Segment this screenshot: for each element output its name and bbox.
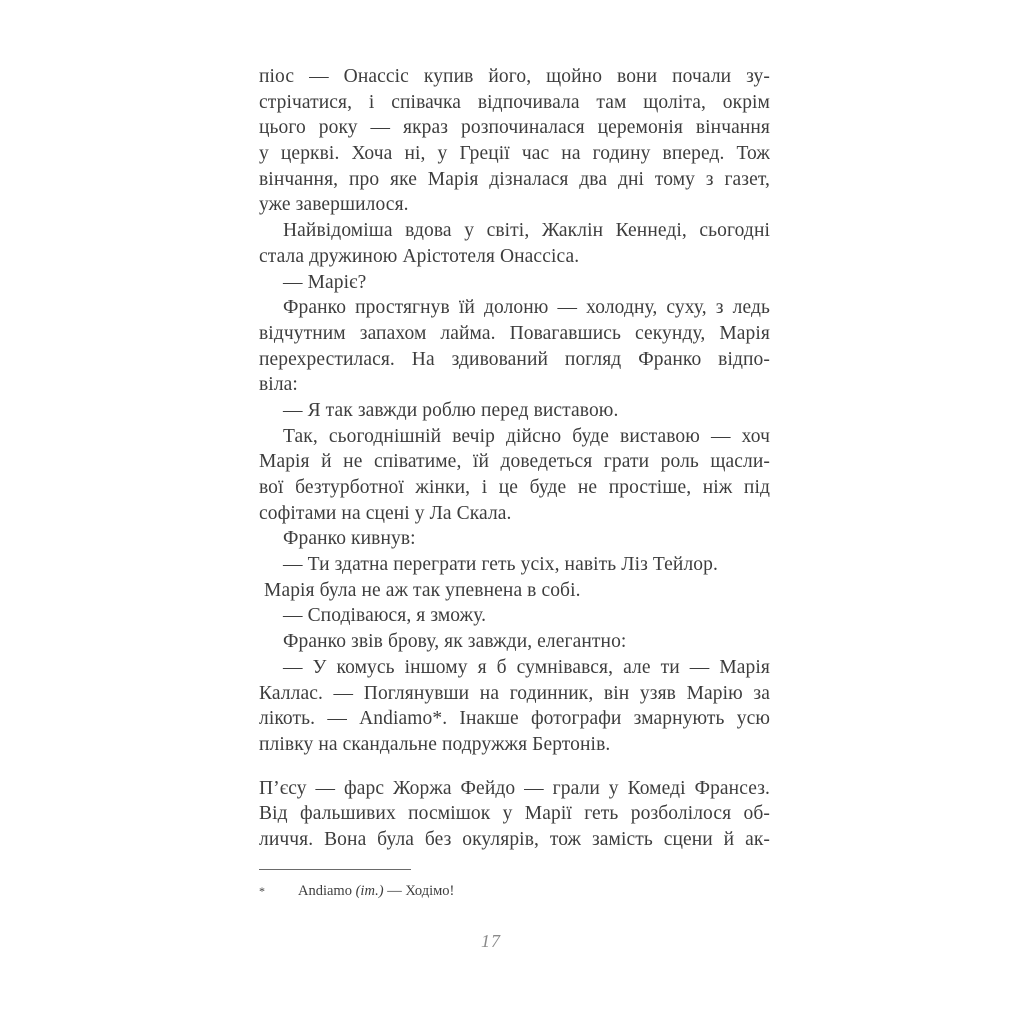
body-line: Марія була не аж так упевнена в собі. bbox=[264, 579, 581, 601]
body-line: цього року — якраз розпочиналася церемонія вінчання bbox=[259, 117, 770, 139]
body-line: П’єсу — фарс Жоржа Фейдо — грали у Комеді Франсез. bbox=[259, 777, 770, 799]
body-line: Каллас. — Поглянувши на годинник, він узяв Марію за bbox=[259, 682, 770, 704]
body-line: — Ти здатна переграти геть усіх, навіть Ліз Тейлор. bbox=[283, 554, 718, 576]
body-line: Франко кивнув: bbox=[283, 528, 416, 550]
body-line: уже завершилося. bbox=[259, 194, 409, 216]
body-line: Так, сьогоднішній вечір дійсно буде виставою — хоч bbox=[283, 425, 770, 447]
body-line: стрічатися, і співачка відпочивала там щоліта, окрім bbox=[259, 91, 770, 113]
body-line: перехрестилася. На здивований погляд Франко відпо- bbox=[259, 348, 770, 370]
footnote-term: Andiamo bbox=[298, 883, 356, 899]
body-line: піос — Онассіс купив його, щойно вони почали зу- bbox=[259, 66, 770, 87]
body-line: софітами на сцені у Ла Скала. bbox=[259, 502, 512, 524]
body-line: вінчання, про яке Марія дізналася два дні тому з газет, bbox=[259, 168, 770, 190]
body-line: плівку на скандальне подружжя Бертонів. bbox=[259, 733, 611, 755]
body-text bbox=[259, 64, 770, 853]
footnote-marker: * bbox=[259, 884, 265, 898]
body-line: стала дружиною Арістотеля Онассіса. bbox=[259, 245, 580, 267]
body-line: Від фальшивих посмішок у Марії геть розболілося об- bbox=[259, 803, 770, 825]
page-number: 17 bbox=[481, 931, 501, 951]
body-line: у церкві. Хоча ні, у Греції час на годину вперед. Тож bbox=[259, 143, 770, 165]
body-line: Найвідоміша вдова у світі, Жаклін Кеннеді, сьогодні bbox=[283, 220, 770, 242]
body-line: Марія й не співатиме, їй доведеться грати роль щасли- bbox=[259, 451, 770, 473]
footnote bbox=[259, 869, 770, 901]
footnote-language-note: (іт.) bbox=[355, 883, 384, 899]
body-line: личчя. Вона була без окулярів, тож замість сцени й ак- bbox=[259, 828, 770, 850]
body-line: лікоть. — Andiamo*. Інакше фотографи змарнують усю bbox=[259, 708, 770, 730]
footnote-translation: — Ходімо! bbox=[383, 883, 455, 899]
body-line: — У комусь іншому я б сумнівався, але ти — Марія bbox=[283, 656, 770, 678]
section-break bbox=[259, 758, 770, 776]
footnote-rule bbox=[259, 869, 411, 870]
body-line: — Маріє? bbox=[283, 271, 367, 293]
body-line: відчутним запахом лайма. Повагавшись секунду, Марія bbox=[259, 322, 770, 344]
body-line: — Сподіваюся, я зможу. bbox=[283, 605, 487, 627]
footnote-text bbox=[259, 881, 770, 901]
body-line: вої безтурботної жінки, і це буде не простіше, ніж під bbox=[259, 477, 770, 498]
body-line: Франко звів брову, як завжди, елегантно: bbox=[283, 631, 627, 653]
body-line: — Я так завжди роблю перед виставою. bbox=[283, 399, 619, 421]
body-line: Франко простягнув їй долоню — холодну, суху, з ледь bbox=[283, 297, 770, 319]
body-line: віла: bbox=[259, 374, 298, 396]
